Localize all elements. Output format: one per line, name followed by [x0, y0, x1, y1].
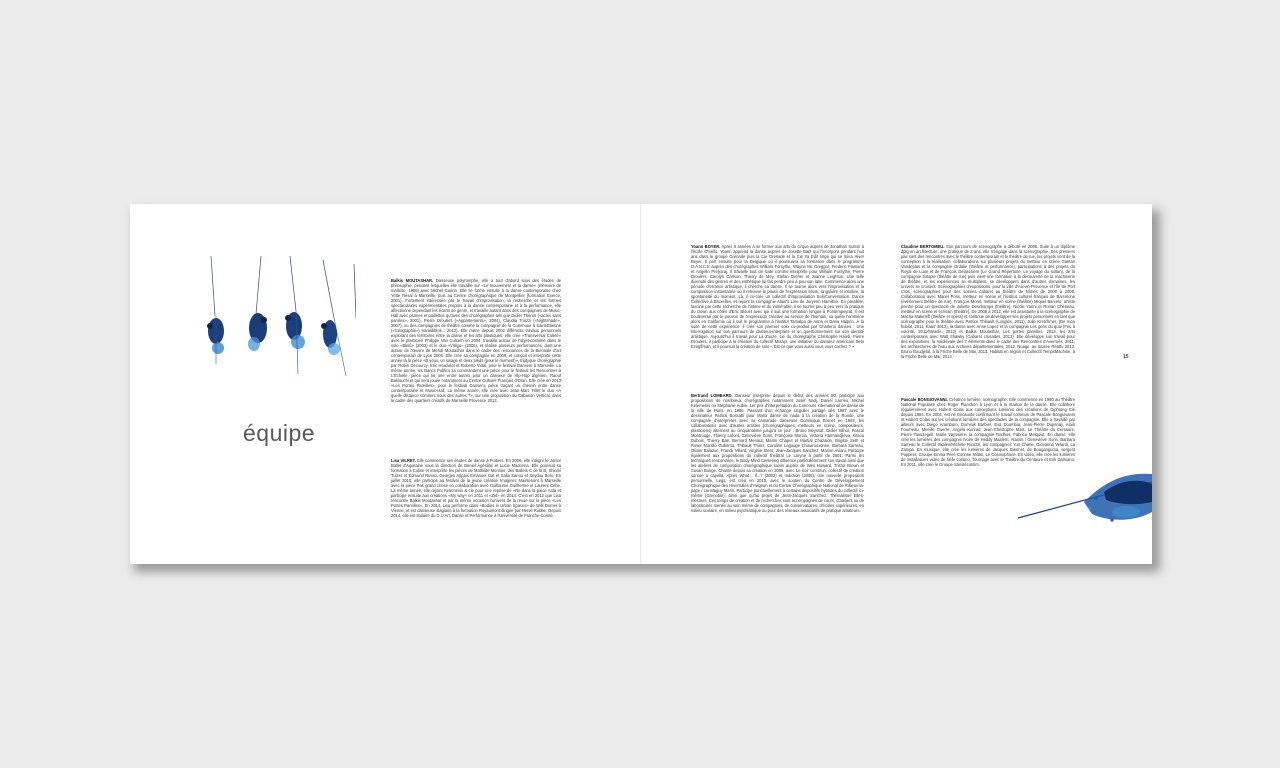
page-number: 15 — [1123, 354, 1129, 360]
bio-text: Danseuse polymorphe, elle a tout d'abord suivi des études de philosophie, pendant lesquelles elle travaille sur «Le mouvement et la danse» (mémoire de maîtrise, 1998) avec Michel Guérin. Elle se forme ensuite à la danse contemporaine chez Yette Résal à Marseille, puis au Centre chorégraphique de Montpellier (formation Exerce, 2001). Fortement intéressée par le travail d'improvisation, la recherche et les formes spectaculaires expérimentales propres à la danse contemporaine et à la performance, elle affectionne cependant les écarts de genre, et travaille autant dans des compagnies de Music-Hall avec plumes et paillettes qu'avec des chorégraphes tels que Didier Théron («actes sans paroles», 2001), Pierre Droulers («Appartements», 2004), Claudia Triozzi («Nightshade», 2007), ou des compagnies de théâtre comme la compagnie de la Commune à Saint-Etienne («Géographie») Varaldiblok... 2012). Elle mène depuis 2002 différents travaux personnels explorant des territoires entre la danse et les arts plastiques: elle crée «Transversal Coleté» avec le plasticien Philippe Van Cutsem en 2004, travaille autour de l'objet-costume dans le solo «Bleiß» (2002) et le duo «Vitilgo» (2006), et réalise plusieurs performances, dont une autour de l'œuvre de Mehdi Moutashar dans le cadre des résonances de la Biennale d'art contemporain de Lyon 2005. Elle crée sa compagnie en 2009, et conçoit et interprète cette année là la pièce «B yeux, un visage et deux pieds (pour le moment)», triptyque chorégraphié par Robin Decourcy, Eric Houzelot et Roberto Vidal, pour le festival Dansem à Marseille. La même année, les Bancs Publics lui commandent une pièce pour le festival les Rencontres à L'Echelle, pièce qui lie une entre autres pour un danseur de Hip-Hop algérien, Raouf Baklouchi et qui sera jouée notamment au Centre Culturel Français d'Oran. Elle crée en 2013 «Les Portes Pareilles», pour le festival Dansem, pièce traçant un chemin entre danse contemporaine et Music-Hall. La même année, elle crée avec Jean-Marc Fillet le duo «A quelle distance sommes nous des autres ?», sur une proposition du Cabanon Vertical, dans le cadre des quartiers créatifs de Marseille Provence 2013. — [391, 278, 562, 403]
bio-balkis-moutashar — [391, 278, 561, 408]
bio-name: Lisa VILRET. — [391, 458, 416, 463]
bio-name: Bertrand LOMBARD. — [691, 393, 733, 398]
figure-3 — [285, 311, 305, 374]
bio-text: Après 6 années à se former aux arts du cirque auprès de Jonathan Sutton à l'école O'Sello, Yoann apprend la danse auprès de Josette Baïz qui l'incorpora pendant huit ans dans le groupe Grenade puis la Cie Grenade et la Cie Ya Edit ringé qui se mina Hiver Beyer. Il part ensuite pour la Belgique où il poursuivra sa formation dans le programme D.A.N.C.E auprès des chorégraphes William Forsythe, Wayne Mc Greggor, Frederic Flamand et Angelin Preljocaj. Il travaille tout de suite comme interprète pour William Forsythe, Pierre Droulers, Carolyn Carlson, Thierry de Mey, Stefan Dreher et Joanne Leighton. Une telle diversité des genres et des esthétique lui fait perdre peu à peu son latin. Commence alors une période d'errance artistique, il cherche sa danse. Il se tourne alors vers l'improvisation et la composition instantanée où il retrouve le plaisir de l'expression brute, singulière et intuitive, la spontanéité du moment. Là, il co-crée un collectif d'improvisation SoloConversation. Dance Collective à Bruxelles, et rejoint la compagnie Alain's Line de Juryerin Hamilton. En parallèle, fasciné par cette recherche de l'intime et du vulnérable, il se tourne peu à peu vers la pratique du clown aux côtés d'Eric Blouet avec qui il suit une formation longue à Pontempeyrat. Il est bouleversé par le pouvoir de l'expression créative au service de l'humain, sa quête l'emmène alors en Californie où il suit le programme à l'institut Tamalpa de Anna et Daria Halprin. À la suite de cette expérience, il crée son premier solo co-produit par Charleroi danses : Une interrogation sur son parcours de danseur-interprète et un questionnement sur son identité artistique. Aujourd'hui il travail pour La Zouze, cie du chorégraphe Christophe Haleb, Pierre Droulers, il participe à la création du collectif Mutayr, une initiative du danseur américain Seto Ezngffman, et il poursuit la création de solo « Est-ce que vous aussi vous vous cachez ? » — [691, 244, 864, 349]
bio-name: Pascale BONGIOVANNI. — [901, 397, 948, 402]
bio-name: Claudine BERTOMEU. — [901, 244, 945, 249]
figure-4 — [321, 318, 346, 376]
bio-yoann-boyer — [691, 244, 864, 354]
bio-text: Danseur interprète depuis le début des années 80, participe aux propositions de nombreux chorégraphes notamment Josef Nadj, Daniel Larrieu, Michel Kelemenis ou Stéphanie Aubin. 1er prix d'interprétation du Concours international de danse de la ville de Paris, en 1986. Passant d'un échange singulier partagé dès 1987 avec le dessinateur Patrick Bossatti pour Maria danse de nada à la création de la Ronde, une compagnie d'interprètes avec sa camarade danseuse Dominique Brunet en 1993, les collaborations avec d'autres artistes (chorégraphiques, metteurs en scène, compositeurs, plasticiens) alternent au cinquantième jusqu'à ce jour : Bruno Meyssat, Didier Silhol, Pascal Montrouge, Thierry Lafont, Geneviève Sorin, Françoise Murcia, Victoria Harmandjieva, Kitsou Dubois, Thierry Baë, Bernard Menaut, Martin Chaput et Martial Chazalon, Brigitte Seth et Roser Montlló Guberna, Thibault Thirez, Caroline Lagouge Chouirouxonne, Barbara Sarreau, Olivier Balazuc, Franck Villard, Virginie Stern, Jean-Jacques Sanchez, Marion Aviani. Participe également aux propositions du collectif théâtral Le Laryne à partir de 2001. Parmi les techniques rencontrées, le Body Mind Centering influence particulièrement son travail ainsi que les ateliers de composition chorégraphique suivis auprès de Wes Howard, Trisha Brown et Susan Buirge. Chante depuis sa création en 2005, avec Le noir commun, collectif de création sonore a capella. Après What... if...? (2002) et Indiction (2008), une nouvelle proposition personnelle, Legs, est créé en 2010, avec le soutien du Centre de Développement Chorégraphique des Hivernales d'Avignon et du Centre Chorégraphique National de Rillieux-la-pape / cie Maguy Marin. Participe ponctuellement à certains dispositifs hybrides du collectif ici-même (Grenoble), ainsi que qu'au projet de Jean-Jacques Sanchez, Thémaliste/ Elles-mesmes. Ces temps de création et de recherches sont accompagnés de cours, d'ateliers ou de laboratoires menés au sein même de compagnies, de conservatoires, d'écoles supérieures, en milieu scolaire, en milieu psychiatrique ou pour des réseaux associatifs de pratique amateurs. — [691, 393, 864, 513]
section-title: équipe — [243, 420, 316, 446]
bio-lisa-vilret — [391, 458, 561, 523]
bio-bertrand-lombard — [691, 393, 864, 518]
brochure-spread — [130, 204, 1152, 564]
figure-1 — [207, 316, 224, 364]
bio-text: Elle commence ses études de danse à Poitiers. En 2006, elle intègre le Junior Ballet d'Aquitaine sous la direction de Daniel Agésilas et Lucie Madonna. Elle poursuit sa formation à Coline et interprète les pièces de Mathilde Monnier, des Ballets C de la B, Shlomi Tuizer et Edmond Russo, Georges Appaix Emanuel Gat et Salia Sanou et Seydou Boro. En juillet 2010, elle participe au festival de la jeune création Imaginez Maintenant à Marseille avec la pièce Pas grand chose en collaboration avec Guillaume Guilherme et Laurent Cèbe. La même année, elle rejoint Kelemenis & cie pour une reprise de «Re dans la pièce Aïda et participe ensuite aux créations «My way» en 2011 et «Zef» en 2014. C'est en 2012 que Lisa rencontre Balkis Moutashar et par la même occasion l'univers de la revue sur la pièce «Les Portes Pareilles». En 2014, Lisa performe dans «Bodies in Urban Spaces» de Willi Dorner à Vienne, et est danseuse stagiaire à la formation Royaumont dirigée par Hervé Robbe. Depuis 2014, elle est titulaire du D.U Art, Danse et Performance à l'Université de Franche-Comté. — [391, 458, 562, 518]
bio-name: Yoann BOYER. — [691, 244, 721, 249]
bio-text: Créatrice lumière, scénographe. Elle commence en 1980 au Théâtre National Populaire chez Roger Planchon à Lyon et à la maison de la danse. Elle collabore régulièrement avec Hubert Colas aux conceptions lumières des créations de Diphtong Cie depuis 1984. En 2001, est né Encausto confirmant le travail commun de Pascale Bongiovanni et Hubert Colas sur les créations lumières des spectacles de la compagnie. Elle a travaillé par ailleurs avec Diego Aramburo, Dominik Barbier, Eva Doumbia, Jean-Pierre Dupenay, Alain Fourneau, Mireille Guerre, Angela Konrad, Jean-Christophe Mast, Le Théâtre du Centaure, Pierre Tasuzegell, Marie Vayssière, la compagnie Rodhos, Fabrice Melquiot. En danse, elle crée les lumières des compagnie Ivoire de Heddy Maalem, Ataxon / Geneviève Sorin, Barbara Sarreau le Collectif Skalen/Michèle Ricozzi, les compagnies Yun Chane, Giovanna Velardi, La Zampa. En musique, elle crée les lumières de Jacques Diennet, de Bouganguma, sergent Poppers, Groupe Emma Peel, Corinne Millan, Le Cosmophone. En vidéo, elle crée les lumières de installations vidéo de Nefe corsino. Tournage avec le Théâtre du Centaure et Erik Damiano. En 2011, elle crée le Groupe Sanstécontim. — [901, 397, 1076, 467]
bio-pascale-bongiovanni — [901, 397, 1075, 472]
bio-claudine-bertomeu — [901, 244, 1075, 364]
page-fold — [640, 204, 642, 564]
figure-2 — [248, 313, 267, 351]
bio-name: Balkis MOUTASHAR. — [391, 278, 434, 283]
dancers-ink-illustration — [206, 256, 356, 396]
bio-text: Son parcours de scénographe a débuté en 2006. Suite à un diplôme dplg en architecture, une pratique de 2 ans, elle s'engage dans la scénographie. Ses premiers pas sont des rencontres avec le théâtre contemporain et le théâtre de rue, les projets vont de la conception à la réalisation, collaborations sur plusieurs projets du metteur en scène Gaëtan Vandeplas et la compagnie Ordalie (théâtre et performance), participations à des projets du Royal de Luxe et de François Delarozière (Le Grand Répertoire, Le voyage du sultan), de la compagnie Ilotopie (théâtre de rue) puis vient une formation à la découverte de la machinerie de théâtre, et les expériences se multiplient, se développent dans d'autres domaines, les univers se croisent. Scénographies d'expositions, pour la ville d'Aix-en-Provence et l'île de Port Cros, scénographies pour des soirées cabaret au théâtre de Nîmes de 2006 à 2008. Collaboration avec Manel Pons, metteur en scène et l'institut culturel français de Barcelone (événement théâtre de rue), François Morel, metteur en scène (théâtre) Miquel Barcelo, artiste peintre pour un spectacle de Juliette Deschamps (théâtre), Nicole Yanni et Ronan Chéneau, metteur en scène et écrivain (théâtre). De 2008 à 2012, elle est assistante à la scénographie de Macha Makeïeff (théâtre et opéra) et continue de développer ses projets personnels en tant que scénographe pour le théâtre avec Patrice Thibault (Longlès, 2011), Julie Kretchmer, (De mon hublot, 2011, Kaas' 2013), la danse avec Anne Lopez et la compagnie Les gens du quai (Feu à volonté, 2011/Miracle, 2013) et Balkis Moutashar, Les portes pareilles, 2013, les arts contemporains avec Watt Shawky (Cabaret crusades, 2012). Elle développe son travail pour des expositions, la médiévale des 7 éléments dans le cadre des Rencontres d'Averroès, 2011, les architectures de l'eau aux Archives départementales, 2012. Nuage, au musée Réattu 2013, Bruno Boudjelal, à la Friche Belle de Mai, 2013. Habitat en région et Collectif TempsMachine, à la Friche Belle de Mai, 2014. — [901, 244, 1075, 359]
ink-splash-illustration — [1014, 462, 1152, 532]
